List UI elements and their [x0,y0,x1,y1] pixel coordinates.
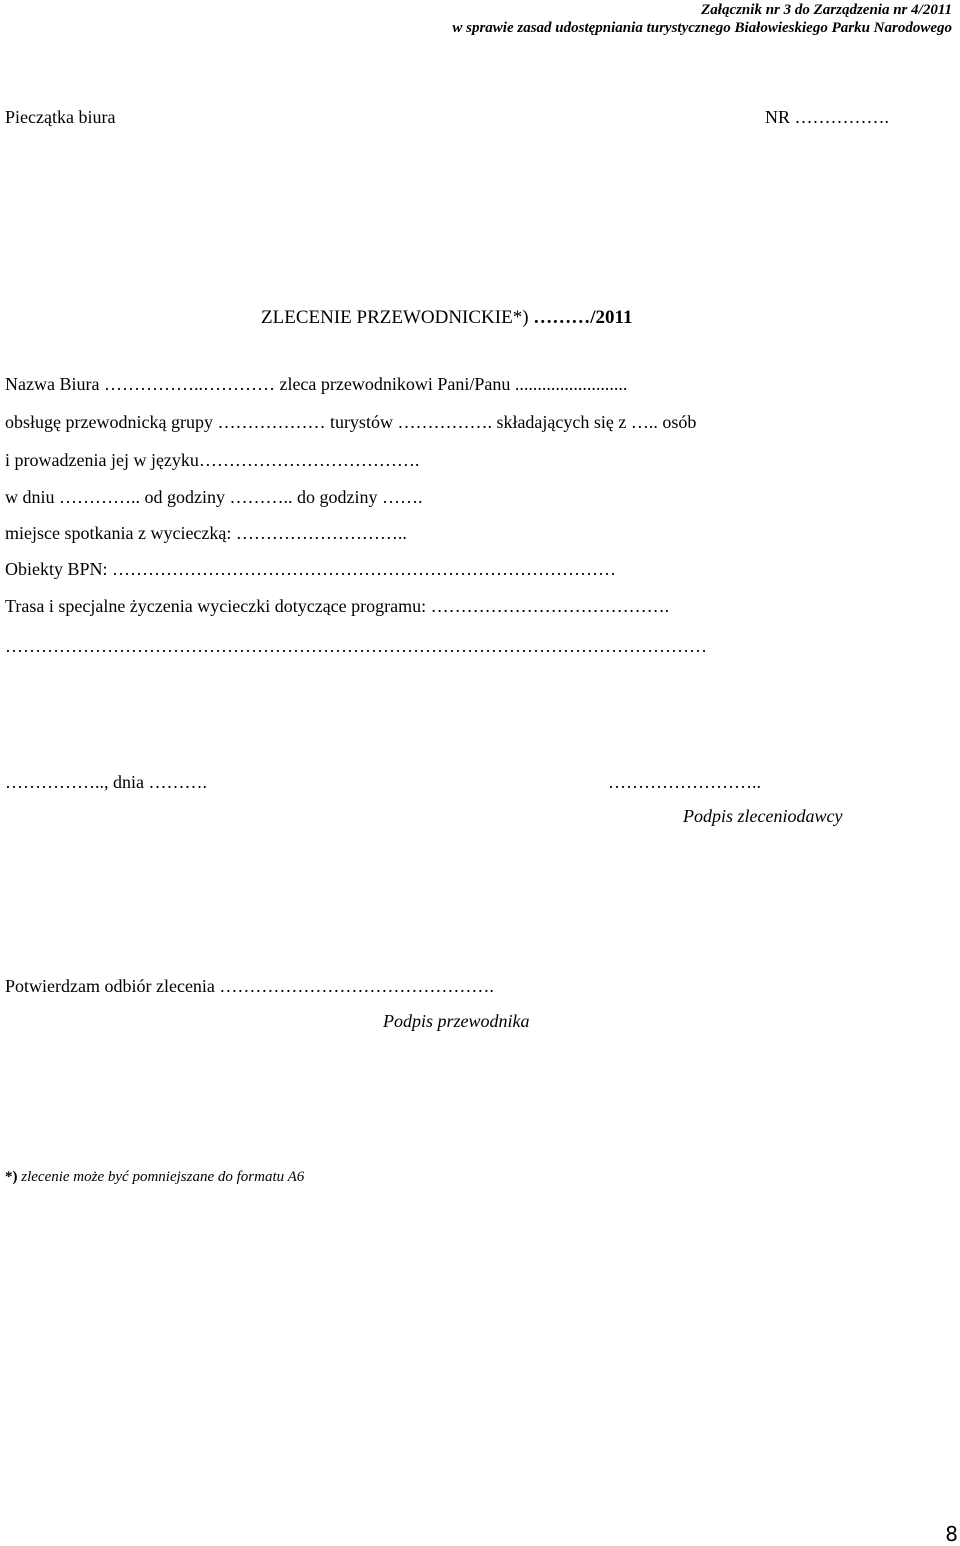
page-number: 8 [945,1522,958,1546]
header-line-2: w sprawie zasad udostępniania turystycznego Białowieskiego Parku Narodowego [452,20,952,36]
signature-dots: …………………….. [608,772,761,792]
form-line-dots: ……………………………………………………………………………………………………… [5,636,707,656]
form-line-date-time: w dniu ………….. od godziny ……….. do godziny ……. [5,487,423,507]
date-line: …………….., dnia ………. [5,772,207,792]
form-line-route: Trasa i specjalne życzenia wycieczki dotyczące programu: …………………………………. [5,596,670,616]
signature-label: Podpis zleceniodawcy [683,806,843,826]
footnote-marker: *) [5,1169,18,1185]
document-title [261,307,633,329]
confirm-line: Potwierdzam odbiór zlecenia ………………………………………. [5,976,494,996]
form-line-group: obsługę przewodnicką grupy ……………… turystów ……………. składających się z ….. osób [5,412,697,432]
nr-dots: ……………. [794,107,890,127]
nr-label: NR [765,107,791,127]
footnote [5,1169,304,1186]
header-line-1: Załącznik nr 3 do Zarządzenia nr 4/2011 [701,2,952,18]
guide-signature-label: Podpis przewodnika [383,1011,530,1031]
form-line-language: i prowadzenia jej w języku………………………………. [5,450,420,470]
title-text: ZLECENIE PRZEWODNICKIE*) [261,307,534,328]
form-line-meeting-place: miejsce spotkania z wycieczką: ……………………….. [5,523,407,543]
form-line-agency: Nazwa Biura ……………..………… zleca przewodnikowi Pani/Panu ......................... [5,374,628,394]
stamp-label: Pieczątka biura [5,107,116,127]
footnote-text: zlecenie może być pomniejszane do formatu A6 [17,1169,305,1185]
form-line-objects: Obiekty BPN: ………………………………………………………………………… [5,559,617,579]
nr-field [765,107,889,128]
title-number: ………/2011 [533,307,633,328]
